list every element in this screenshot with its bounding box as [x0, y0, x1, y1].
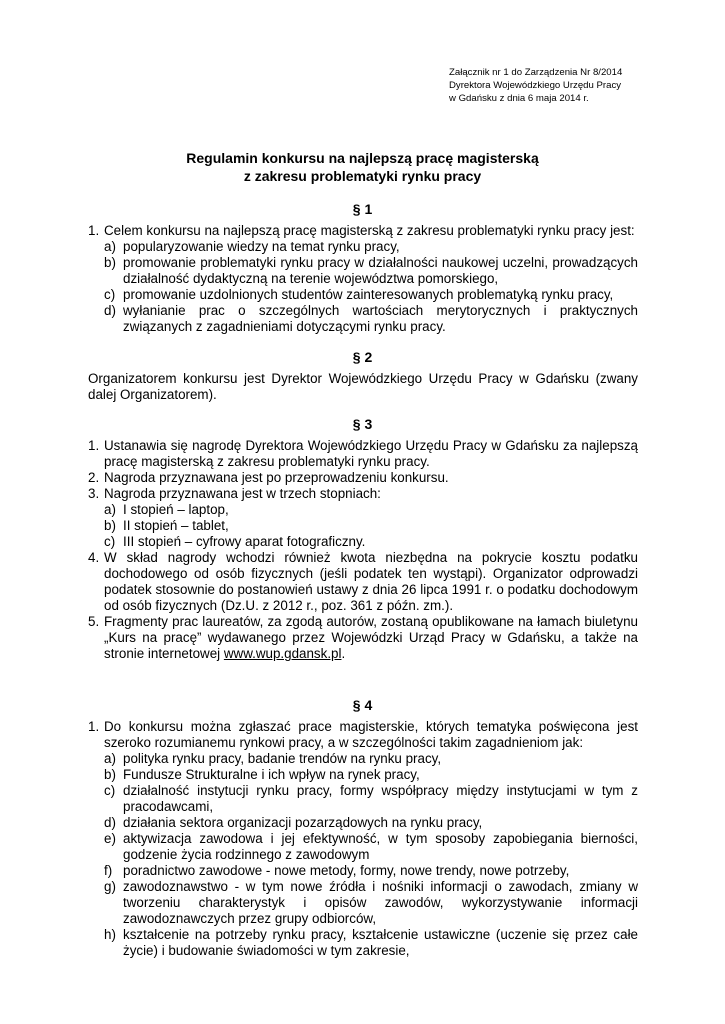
sub-item-text: popularyzowanie wiedzy na temat rynku pracy,	[123, 239, 400, 254]
sub-item-letter: b)	[104, 518, 116, 533]
sub-item	[104, 815, 638, 831]
annex-line-1: Załącznik nr 1 do Zarządzenia Nr 8/2014	[449, 67, 623, 78]
sub-item	[104, 767, 638, 783]
annex-line-3: w Gdańsku z dnia 6 maja 2014 r.	[449, 93, 589, 104]
item-number: 1.	[88, 438, 100, 453]
item-text: Nagroda przyznawana jest w trzech stopniach:	[104, 486, 381, 501]
website-link[interactable]: www.wup.gdansk.pl	[223, 646, 342, 661]
sub-item-text: III stopień – cyfrowy aparat fotograficzny.	[123, 534, 366, 549]
sub-item-letter: a)	[104, 502, 116, 517]
sub-item	[104, 534, 638, 550]
item-text: W skład nagrody wchodzi również kwota niezbędna na pokrycie kosztu podatku dochodowego od osób fizycznych (jeśli podatek ten wystąpi). Organizator odprowadzi podatek stosownie do postanowień ustawy z dnia 26 lipca 1991 r. o podatku dochodowym od osób fizycznych (Dz.U. z 2012 r., poz. 361 z późn. zm.).	[104, 550, 638, 613]
document-title	[0, 149, 725, 185]
sub-item-letter: b)	[104, 767, 116, 782]
section-2-heading: § 2	[352, 349, 373, 365]
item-text-main: Fragmenty prac laureatów, za zgodą autorów, zostaną opublikowane na łamach biuletynu „Kurs na pracę” wydawanego przez Wojewódzki Urząd Pracy w Gdańsku, a także na stronie internetowej	[104, 614, 638, 661]
sub-item-text: I stopień – laptop,	[123, 502, 229, 517]
section-4-heading: § 4	[352, 697, 373, 713]
section-1-heading: § 1	[352, 201, 373, 217]
sub-item-letter: d)	[104, 815, 116, 830]
list-item	[88, 550, 638, 614]
sub-item-text: wyłanianie prac o szczególnych wartościach merytorycznych i praktycznych związanych z zagadnieniami dotyczącymi rynku pracy.	[123, 303, 638, 334]
sub-item	[104, 863, 638, 879]
sub-item-letter: h)	[104, 927, 116, 942]
item-text	[104, 614, 638, 662]
sub-item	[104, 879, 638, 927]
section-3-body	[88, 438, 638, 662]
item-text: Do konkursu można zgłaszać prace magisterskie, których tematyka poświęcona jest szeroko rozumianemu rynkowi pracy, a w szczególności takim zagadnieniom jak:	[104, 719, 638, 750]
sub-item	[104, 239, 638, 255]
section-3-heading: § 3	[352, 416, 373, 432]
sub-item-letter: c)	[104, 534, 116, 549]
sub-item-letter: e)	[104, 831, 116, 846]
sub-item-letter: g)	[104, 879, 116, 894]
sub-item-text: poradnictwo zawodowe - nowe metody, formy, nowe trendy, nowe potrzeby,	[123, 863, 570, 878]
item-text-end: .	[341, 646, 346, 661]
sub-item-letter: c)	[104, 287, 116, 302]
sub-item-text: działalność instytucji rynku pracy, formy współpracy między instytucjami w tym z pracodawcami,	[123, 783, 638, 814]
section-1-body	[88, 223, 638, 335]
sub-item	[104, 287, 638, 303]
sub-item-text: promowanie uzdolnionych studentów zainteresowanych problematyką rynku pracy,	[123, 287, 614, 302]
sub-item	[104, 751, 638, 767]
sub-item	[104, 303, 638, 335]
list-item	[88, 223, 638, 239]
item-number: 1.	[88, 223, 100, 238]
list-item	[88, 614, 638, 662]
sub-item-text: polityka rynku pracy, badanie trendów na rynku pracy,	[123, 751, 442, 766]
item-number: 4.	[88, 550, 100, 565]
sub-item	[104, 783, 638, 815]
sub-item-text: promowanie problematyki rynku pracy w działalności naukowej uczelni, prowadzących działalność dydaktyczną na terenie województwa pomorskiego,	[123, 255, 638, 286]
list-item	[88, 486, 638, 502]
section-2-text: Organizatorem konkursu jest Dyrektor Wojewódzkiego Urzędu Pracy w Gdańsku (zwany dalej Organizatorem).	[88, 371, 638, 402]
sub-item-text: II stopień – tablet,	[123, 518, 229, 533]
annex-line-2: Dyrektora Wojewódzkiego Urzędu Pracy	[449, 80, 622, 91]
item-number: 3.	[88, 486, 100, 501]
sub-item-letter: f)	[104, 863, 113, 878]
sub-item	[104, 255, 638, 287]
list-item	[88, 438, 638, 470]
section-4-body	[88, 719, 638, 959]
list-item	[88, 719, 638, 751]
sub-item-text: aktywizacja zawodowa i jej efektywność, w tym sposoby zapobiegania bierności, godzenie życia rodzinnego z zawodowym	[123, 831, 638, 862]
item-text: Nagroda przyznawana jest po przeprowadzeniu konkursu.	[104, 470, 449, 485]
list-item	[88, 470, 638, 486]
title-line-2: z zakresu problematyki rynku pracy	[243, 168, 482, 184]
item-text: Celem konkursu na najlepszą pracę magisterską z zakresu problematyki rynku pracy jest:	[104, 223, 635, 238]
sub-item-text: Fundusze Strukturalne i ich wpływ na rynek pracy,	[123, 767, 420, 782]
title-line-1: Regulamin konkursu na najlepszą pracę magisterską	[186, 150, 539, 166]
sub-item-letter: b)	[104, 255, 116, 270]
sub-item-letter: a)	[104, 751, 116, 766]
sub-item-letter: a)	[104, 239, 116, 254]
sub-item-text: kształcenie na potrzeby rynku pracy, kształcenie ustawiczne (uczenie się przez całe życie) i budowanie świadomości w tym zakresie,	[123, 927, 638, 958]
item-text: Ustanawia się nagrodę Dyrektora Wojewódzkiego Urzędu Pracy w Gdańsku za najlepszą pracę magisterską z zakresu problematyki rynku pracy.	[104, 438, 638, 469]
sub-item	[104, 518, 638, 534]
sub-item-letter: c)	[104, 783, 116, 798]
item-number: 5.	[88, 614, 100, 629]
annex-note	[449, 66, 622, 105]
sub-item-text: zawodoznawstwo - w tym nowe źródła i nośniki informacji o zawodach, zmiany w tworzeniu charakterystyk i opisów zawodów, wykorzystywanie informacji zawodoznawczych przez grupy odbiorców,	[123, 879, 638, 926]
sub-item-text: działania sektora organizacji pozarządowych na rynku pracy,	[123, 815, 483, 830]
sub-item	[104, 502, 638, 518]
item-number: 1.	[88, 719, 100, 734]
sub-item	[104, 831, 638, 863]
sub-item-letter: d)	[104, 303, 116, 318]
sub-item	[104, 927, 638, 959]
item-number: 2.	[88, 470, 100, 485]
